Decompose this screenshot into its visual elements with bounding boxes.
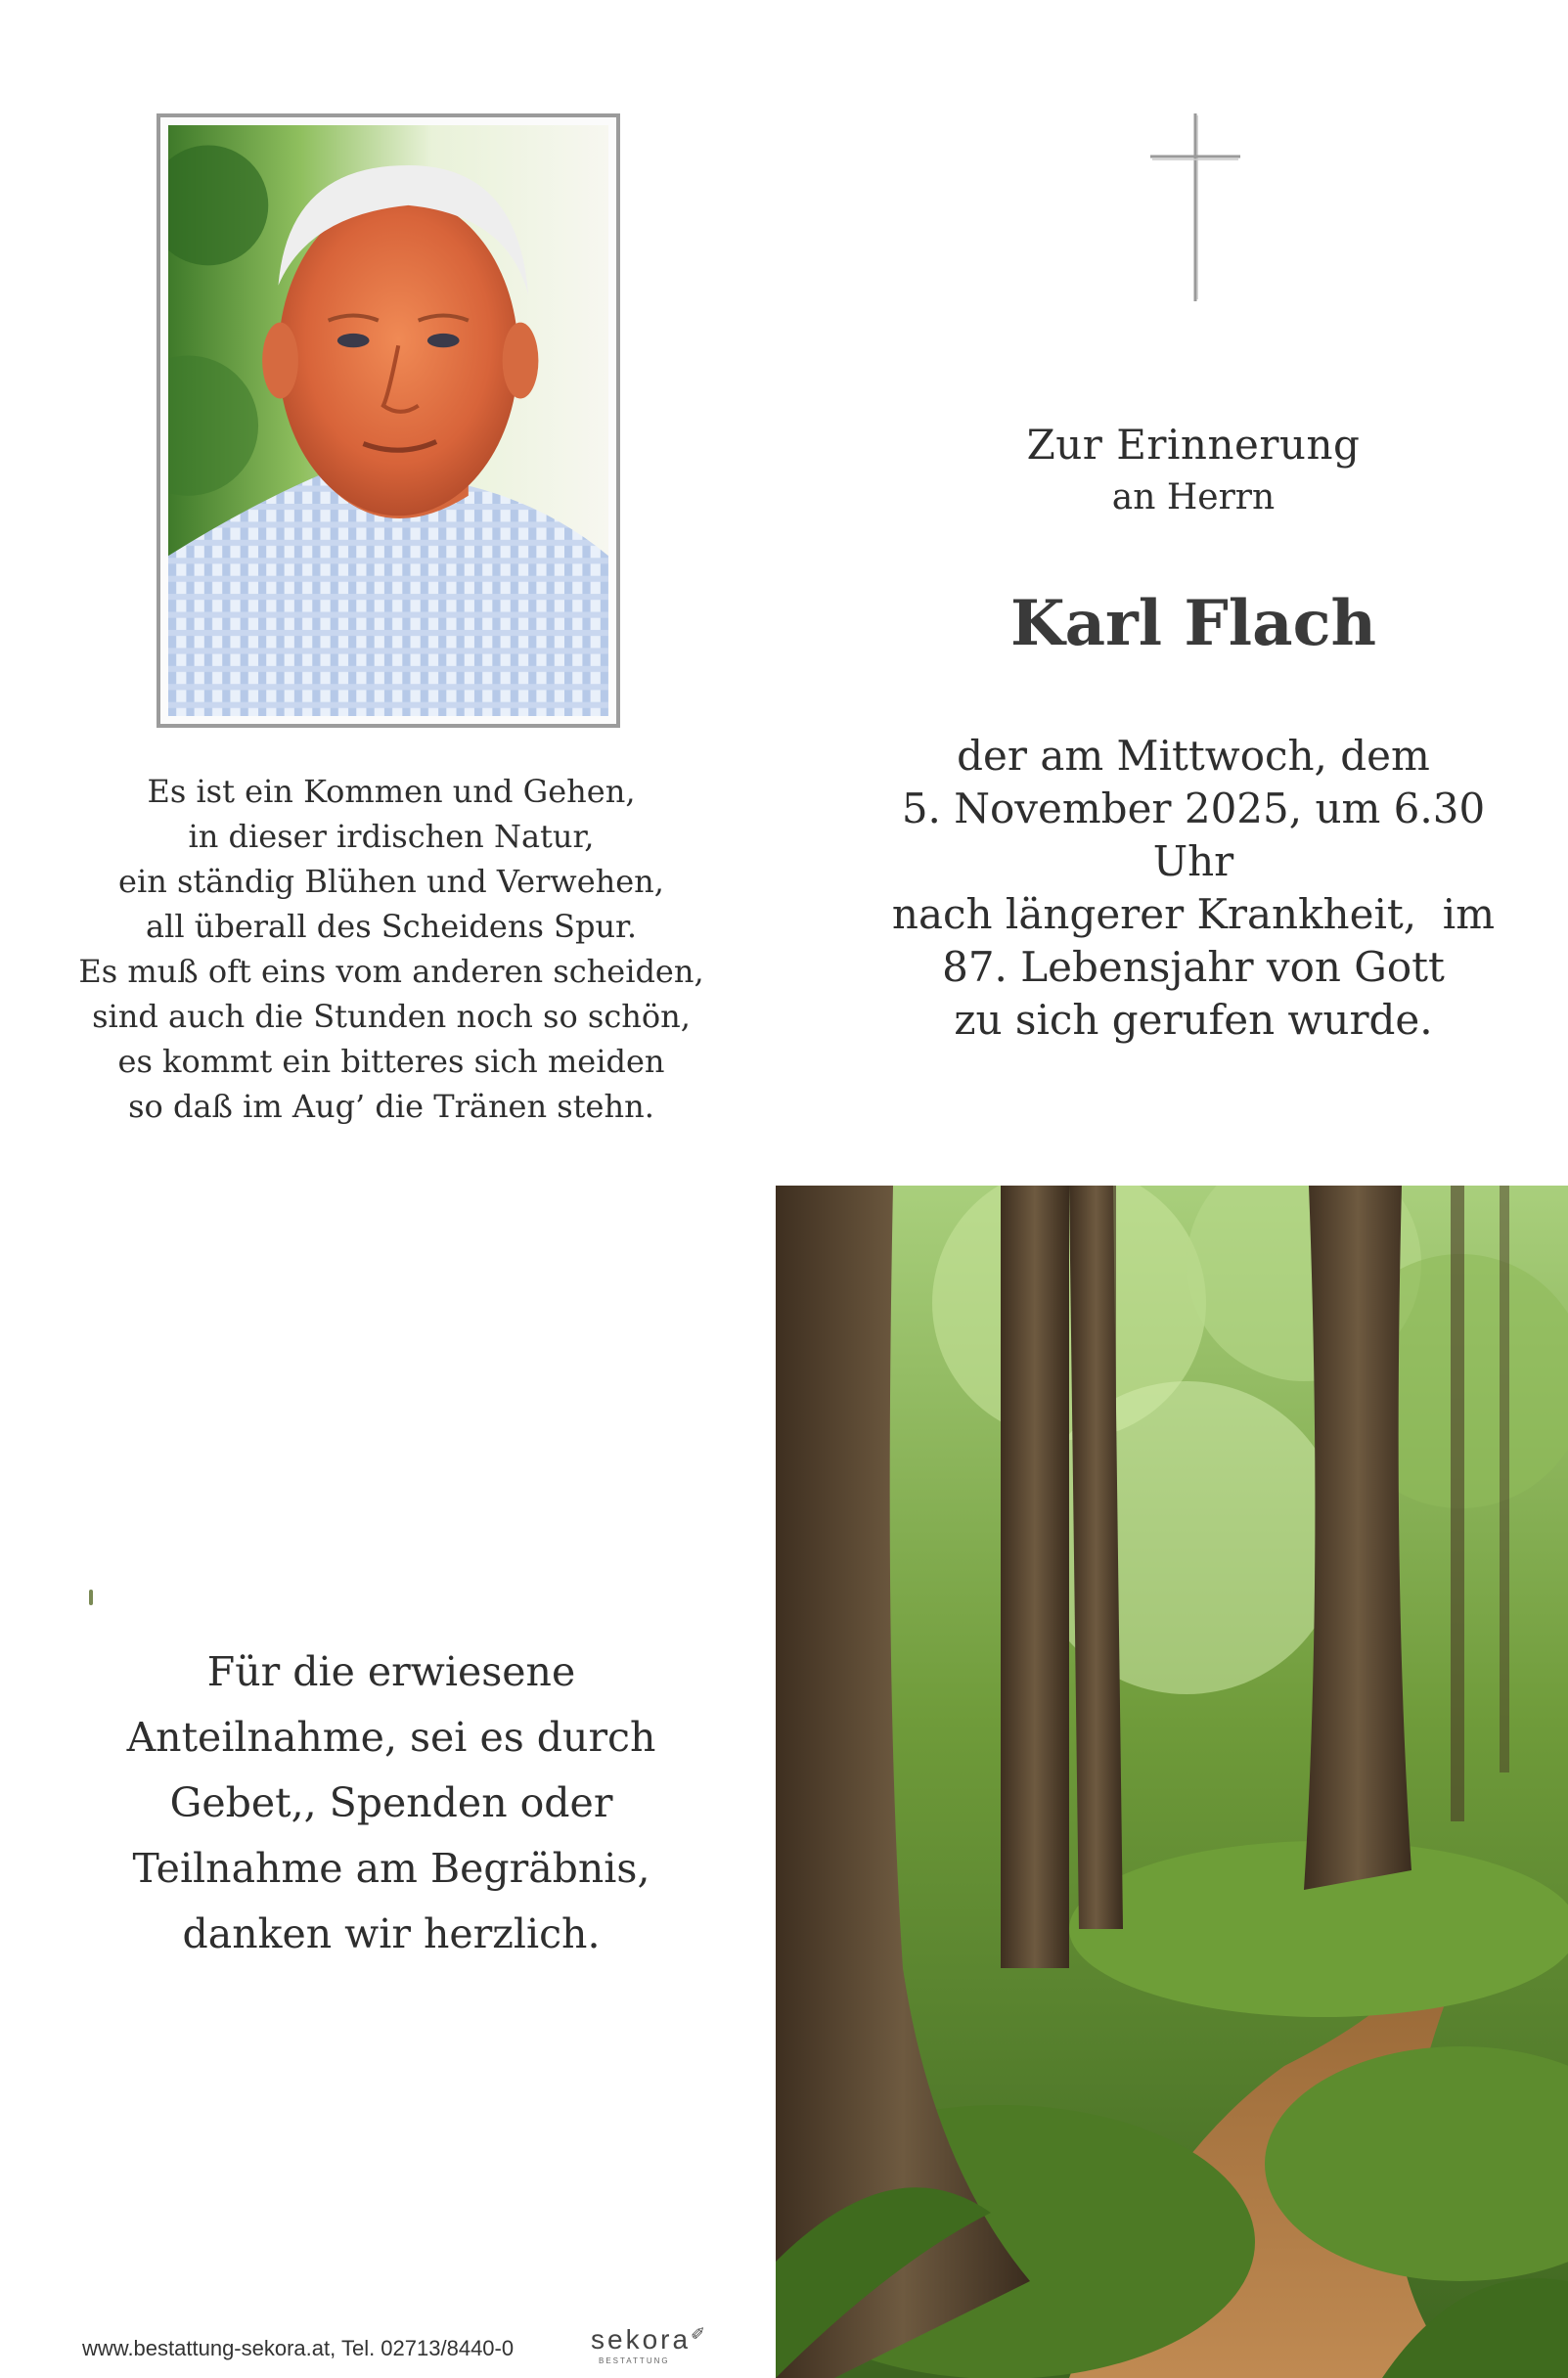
thanks-message xyxy=(108,1639,675,1967)
death-notice-line: der am Mittwoch, dem xyxy=(957,732,1430,780)
thanks-line: Anteilnahme, sei es durch xyxy=(126,1714,656,1761)
decorative-dot xyxy=(89,1590,93,1605)
forest-path-image xyxy=(776,1186,1568,2378)
subheading: an Herrn xyxy=(1111,477,1276,517)
poem-line: in dieser irdischen Natur, xyxy=(188,818,595,855)
poem xyxy=(68,769,714,1129)
poem-line: sind auch die Stunden noch so schön, xyxy=(92,998,691,1035)
funeral-home-logo xyxy=(591,2324,708,2356)
poem-line: Es muß oft eins vom anderen scheiden, xyxy=(78,953,704,990)
thanks-line: Teilnahme am Begräbnis, xyxy=(132,1845,650,1892)
death-notice-line: 5. November 2025, um 6.30 Uhr xyxy=(901,785,1486,885)
poem-line: so daß im Aug’ die Tränen stehn. xyxy=(128,1088,654,1125)
deceased-name: Karl Flach xyxy=(1009,587,1377,660)
poem-line: Es ist ein Kommen und Gehen, xyxy=(147,773,636,810)
thanks-line: Gebet,, Spenden oder xyxy=(169,1779,613,1826)
death-notice-line: zu sich gerufen wurde. xyxy=(954,996,1433,1044)
poem-line: ein ständig Blühen und Verwehen, xyxy=(118,863,664,900)
bird-icon: ✐ xyxy=(691,2324,709,2344)
logo-text: sekora xyxy=(591,2324,692,2355)
thanks-line: danken wir herzlich. xyxy=(182,1910,601,1957)
death-notice xyxy=(861,730,1526,1047)
thanks-line: Für die erwiesene xyxy=(206,1648,576,1695)
cross-icon xyxy=(1146,110,1244,305)
logo-subtitle: BESTATTUNG xyxy=(599,2356,670,2365)
death-notice-line: nach längerer Krankheit, im xyxy=(891,890,1496,938)
portrait-photo xyxy=(168,125,608,716)
heading: Zur Erinnerung xyxy=(1026,421,1361,469)
footer-contact: www.bestattung-sekora.at, Tel. 02713/8440-0 xyxy=(82,2336,515,2360)
portrait-frame xyxy=(157,113,620,728)
poem-line: es kommt ein bitteres sich meiden xyxy=(117,1043,665,1080)
death-notice-line: 87. Lebensjahr von Gott xyxy=(942,943,1445,991)
poem-line: all überall des Scheidens Spur. xyxy=(146,908,637,945)
